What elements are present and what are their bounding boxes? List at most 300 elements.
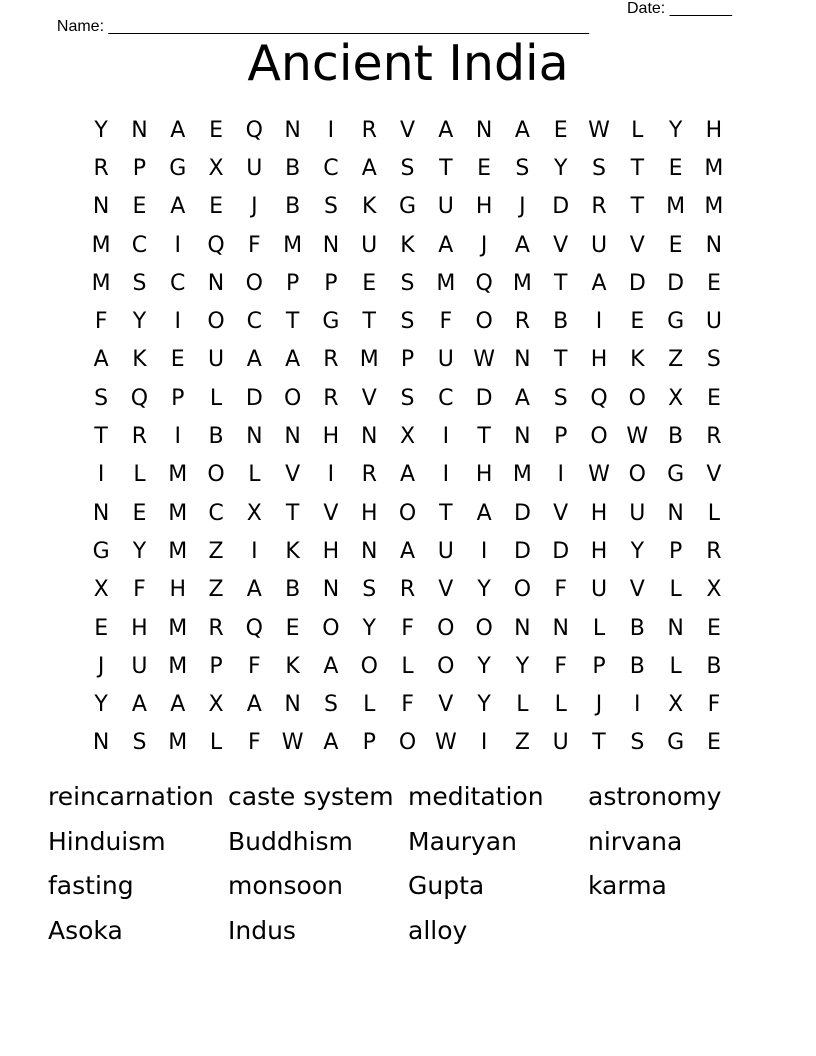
grid-letter[interactable]: U — [437, 538, 454, 564]
grid-letter[interactable]: L — [401, 653, 414, 679]
grid-letter[interactable]: A — [285, 347, 301, 373]
grid-letter[interactable]: N — [360, 538, 378, 564]
grid-letter[interactable]: A — [514, 117, 530, 143]
grid-letter[interactable]: C — [246, 309, 263, 335]
date-field-label[interactable]: Date: _______ — [627, 0, 732, 17]
grid-letter[interactable]: K — [132, 347, 147, 373]
grid-letter[interactable]: N — [207, 270, 225, 296]
grid-letter[interactable]: P — [171, 385, 185, 411]
grid-letter[interactable]: O — [322, 615, 340, 641]
grid-letter[interactable]: D — [513, 500, 531, 526]
grid-letter[interactable]: N — [92, 500, 110, 526]
grid-letter[interactable]: X — [706, 577, 722, 603]
grid-letter[interactable]: Y — [477, 692, 491, 718]
word-bank-item: fasting — [48, 871, 134, 901]
grid-letter[interactable]: Q — [475, 270, 493, 296]
grid-letter[interactable]: A — [438, 117, 454, 143]
grid-letter[interactable]: O — [437, 653, 455, 679]
grid-letter[interactable]: C — [170, 270, 186, 296]
grid-letter[interactable]: J — [251, 194, 258, 220]
grid-letter[interactable]: M — [168, 730, 188, 756]
grid-letter[interactable]: L — [554, 692, 567, 718]
grid-letter[interactable]: Y — [362, 615, 376, 641]
grid-letter[interactable]: D — [667, 270, 685, 296]
grid-letter[interactable]: C — [208, 500, 224, 526]
grid-letter[interactable]: Y — [553, 155, 568, 181]
grid-letter[interactable]: S — [323, 194, 338, 220]
grid-letter[interactable]: S — [362, 577, 377, 603]
grid-letter[interactable]: A — [514, 385, 530, 411]
grid-letter[interactable]: O — [283, 385, 302, 411]
grid-letter[interactable]: X — [93, 577, 109, 603]
grid-letter[interactable]: R — [591, 194, 607, 220]
grid-letter[interactable]: I — [174, 309, 181, 335]
grid-letter[interactable]: D — [552, 194, 570, 220]
grid-letter[interactable]: O — [475, 309, 493, 335]
grid-letter[interactable]: I — [174, 232, 181, 258]
grid-letter[interactable]: U — [131, 653, 148, 679]
grid-letter[interactable]: A — [361, 155, 377, 181]
grid-letter[interactable]: Y — [94, 692, 108, 718]
grid-letter[interactable]: T — [592, 730, 606, 756]
grid-letter[interactable]: Z — [514, 730, 530, 756]
grid-letter[interactable]: I — [97, 462, 105, 488]
grid-letter[interactable]: H — [169, 577, 187, 603]
grid-letter[interactable]: P — [554, 424, 568, 450]
grid-letter[interactable]: K — [630, 347, 645, 373]
grid-letter[interactable]: B — [208, 424, 224, 450]
grid-letter[interactable]: A — [246, 577, 262, 603]
grid-letter[interactable]: V — [553, 232, 569, 258]
grid-letter[interactable]: G — [398, 194, 417, 220]
grid-letter[interactable]: T — [285, 500, 300, 526]
grid-letter[interactable]: A — [514, 232, 530, 258]
grid-letter[interactable]: D — [552, 538, 570, 564]
grid-letter[interactable]: S — [94, 385, 109, 411]
grid-letter[interactable]: J — [595, 692, 603, 718]
page-title: Ancient India — [247, 35, 569, 92]
word-bank — [48, 777, 768, 956]
grid-letter[interactable]: L — [669, 653, 682, 679]
grid-letter[interactable]: O — [513, 577, 532, 603]
grid-letter[interactable]: L — [669, 577, 682, 603]
grid-letter[interactable]: B — [668, 424, 684, 450]
grid-letter[interactable]: V — [629, 232, 645, 258]
grid-letter[interactable]: M — [436, 270, 456, 296]
grid-letter[interactable]: T — [553, 270, 568, 296]
grid-letter[interactable]: E — [285, 615, 300, 641]
grid-letter[interactable]: R — [706, 538, 722, 564]
grid-letter[interactable]: K — [285, 653, 300, 679]
grid-letter[interactable]: Q — [130, 385, 149, 411]
grid-letter[interactable]: S — [592, 155, 606, 181]
grid-letter[interactable]: E — [477, 155, 492, 181]
name-field-label[interactable]: Name: ______________________________________________________ — [56, 18, 589, 35]
grid-letter[interactable]: E — [630, 309, 645, 335]
grid-letter[interactable]: T — [439, 500, 453, 526]
grid-letter[interactable]: A — [93, 347, 109, 373]
grid-letter[interactable]: E — [668, 232, 683, 258]
grid-letter[interactable]: N — [246, 424, 263, 450]
word-bank-item: alloy — [408, 916, 468, 946]
grid-letter[interactable]: S — [132, 730, 147, 756]
grid-letter[interactable]: I — [327, 462, 335, 488]
grid-letter[interactable]: E — [132, 194, 147, 220]
grid-letter[interactable]: D — [513, 538, 531, 564]
grid-letter[interactable]: U — [590, 577, 608, 603]
grid-letter[interactable]: A — [476, 500, 492, 526]
grid-letter[interactable]: B — [285, 194, 301, 220]
grid-letter[interactable]: H — [590, 500, 608, 526]
grid-letter[interactable]: K — [285, 538, 300, 564]
grid-letter[interactable]: E — [209, 117, 223, 143]
grid-letter[interactable]: L — [707, 500, 721, 526]
grid-letter[interactable]: P — [324, 270, 338, 296]
grid-letter[interactable]: C — [131, 232, 148, 258]
grid-letter[interactable]: Z — [208, 538, 224, 564]
grid-letter[interactable]: L — [516, 692, 529, 718]
grid-letter[interactable]: G — [92, 538, 110, 564]
grid-letter[interactable]: U — [207, 347, 225, 373]
grid-letter[interactable]: S — [400, 309, 415, 335]
grid-letter[interactable]: H — [705, 117, 723, 143]
grid-letter[interactable]: V — [553, 500, 569, 526]
grid-letter[interactable]: R — [131, 424, 148, 450]
grid-letter[interactable]: E — [706, 270, 721, 296]
grid-letter[interactable]: E — [132, 500, 147, 526]
grid-letter[interactable]: K — [362, 194, 377, 220]
grid-letter[interactable]: O — [590, 424, 608, 450]
grid-letter[interactable]: H — [475, 194, 493, 220]
grid-letter[interactable]: S — [630, 730, 645, 756]
grid-letter[interactable]: N — [322, 232, 340, 258]
letter-grid[interactable] — [82, 111, 733, 762]
grid-letter[interactable]: N — [92, 730, 110, 756]
grid-letter[interactable]: I — [442, 462, 450, 488]
grid-letter[interactable]: N — [552, 615, 569, 641]
grid-letter[interactable]: U — [590, 232, 608, 258]
grid-letter[interactable]: A — [591, 270, 607, 296]
grid-letter[interactable]: Y — [668, 117, 683, 143]
grid-letter[interactable]: Y — [94, 117, 108, 143]
grid-letter[interactable]: M — [168, 653, 188, 679]
grid-letter[interactable]: E — [94, 615, 109, 641]
grid-letter[interactable]: G — [169, 155, 187, 181]
grid-letter[interactable]: Q — [207, 232, 225, 258]
grid-letter[interactable]: R — [361, 462, 377, 488]
grid-letter[interactable]: K — [400, 232, 415, 258]
grid-letter[interactable]: R — [399, 577, 416, 603]
grid-letter[interactable]: U — [437, 194, 454, 220]
grid-letter[interactable]: X — [668, 692, 684, 718]
grid-letter[interactable]: S — [515, 155, 530, 181]
grid-letter[interactable]: N — [667, 500, 684, 526]
grid-letter[interactable]: S — [706, 347, 721, 373]
grid-letter[interactable]: U — [629, 500, 646, 526]
grid-letter[interactable]: M — [168, 500, 188, 526]
grid-letter[interactable]: Z — [208, 577, 224, 603]
grid-letter[interactable]: O — [360, 653, 378, 679]
grid-letter[interactable]: P — [132, 155, 147, 181]
grid-letter[interactable]: A — [399, 538, 416, 564]
grid-letter[interactable]: I — [251, 538, 258, 564]
grid-letter[interactable]: W — [588, 462, 610, 488]
grid-letter[interactable]: N — [92, 194, 110, 220]
grid-letter[interactable]: X — [208, 155, 224, 181]
grid-letter[interactable]: I — [480, 538, 488, 564]
grid-letter[interactable]: X — [246, 500, 262, 526]
grid-letter[interactable]: L — [248, 462, 261, 488]
grid-letter[interactable]: A — [323, 653, 339, 679]
grid-letter[interactable]: P — [209, 653, 223, 679]
grid-letter[interactable]: N — [475, 117, 493, 143]
grid-letter[interactable]: I — [634, 692, 641, 718]
grid-letter[interactable]: N — [514, 347, 531, 373]
grid-letter[interactable]: E — [706, 730, 721, 756]
grid-letter[interactable]: A — [170, 194, 186, 220]
grid-letter[interactable]: T — [630, 194, 645, 220]
grid-letter[interactable]: C — [438, 385, 454, 411]
grid-letter[interactable]: F — [401, 692, 414, 718]
grid-letter[interactable]: M — [359, 347, 379, 373]
grid-letter[interactable]: U — [705, 309, 722, 335]
grid-letter[interactable]: G — [667, 309, 685, 335]
grid-letter[interactable]: S — [323, 692, 338, 718]
grid-letter[interactable]: D — [475, 385, 493, 411]
grid-letter[interactable]: P — [400, 347, 415, 373]
grid-letter[interactable]: Q — [245, 117, 263, 143]
grid-letter[interactable]: U — [361, 232, 378, 258]
grid-letter[interactable]: O — [475, 615, 493, 641]
grid-letter[interactable]: L — [363, 692, 376, 718]
grid-letter[interactable]: R — [93, 155, 109, 181]
grid-letter[interactable]: N — [322, 577, 340, 603]
grid-letter[interactable]: D — [245, 385, 263, 411]
grid-letter[interactable]: R — [323, 385, 339, 411]
grid-letter[interactable]: F — [248, 730, 261, 756]
grid-letter[interactable]: V — [285, 462, 301, 488]
grid-letter[interactable]: E — [553, 117, 568, 143]
grid-letter[interactable]: E — [362, 270, 377, 296]
grid-letter[interactable]: G — [667, 730, 685, 756]
grid-letter[interactable]: T — [477, 424, 491, 450]
grid-letter[interactable]: O — [207, 462, 225, 488]
grid-letter[interactable]: U — [246, 155, 263, 181]
grid-letter[interactable]: G — [322, 309, 340, 335]
grid-letter[interactable]: F — [401, 615, 414, 641]
grid-letter[interactable]: O — [437, 615, 455, 641]
grid-letter[interactable]: I — [557, 462, 564, 488]
word-bank-item: reincarnation — [48, 782, 214, 811]
grid-letter[interactable]: H — [590, 347, 608, 373]
grid-letter[interactable]: A — [170, 117, 186, 143]
grid-letter[interactable]: Y — [630, 538, 645, 564]
grid-letter[interactable]: B — [629, 615, 645, 641]
grid-letter[interactable]: E — [706, 615, 721, 641]
grid-letter[interactable]: A — [323, 730, 339, 756]
grid-letter[interactable]: U — [552, 730, 569, 756]
grid-letter[interactable]: R — [361, 117, 377, 143]
grid-letter[interactable]: G — [667, 462, 685, 488]
grid-letter[interactable]: F — [554, 653, 568, 679]
word-bank-item: caste system — [228, 782, 394, 811]
grid-letter[interactable]: B — [285, 577, 301, 603]
grid-letter[interactable]: T — [439, 155, 453, 181]
grid-letter[interactable]: M — [704, 155, 724, 181]
grid-letter[interactable]: V — [361, 385, 377, 411]
grid-letter[interactable]: S — [400, 270, 415, 296]
grid-letter[interactable]: P — [668, 538, 683, 564]
grid-letter[interactable]: T — [285, 309, 300, 335]
grid-letter[interactable]: N — [131, 117, 148, 143]
grid-letter[interactable]: N — [284, 424, 301, 450]
grid-letter[interactable]: Y — [132, 309, 147, 335]
grid-letter[interactable]: J — [519, 194, 526, 220]
grid-letter[interactable]: B — [706, 653, 722, 679]
grid-letter[interactable]: S — [400, 385, 415, 411]
grid-letter[interactable]: T — [94, 424, 108, 450]
grid-letter[interactable]: O — [628, 385, 646, 411]
grid-letter[interactable]: I — [174, 424, 181, 450]
grid-letter[interactable]: N — [514, 615, 531, 641]
grid-letter[interactable]: A — [438, 232, 454, 258]
grid-letter[interactable]: M — [704, 194, 724, 220]
grid-letter[interactable]: X — [668, 385, 684, 411]
grid-letter[interactable]: L — [592, 615, 606, 641]
grid-letter[interactable]: P — [362, 730, 376, 756]
grid-letter[interactable]: A — [246, 347, 262, 373]
grid-letter[interactable]: V — [438, 692, 454, 718]
grid-letter[interactable]: H — [590, 538, 608, 564]
grid-letter[interactable]: R — [706, 424, 722, 450]
grid-letter[interactable]: W — [281, 730, 304, 756]
grid-letter[interactable]: W — [588, 117, 610, 143]
grid-letter[interactable]: N — [284, 117, 301, 143]
grid-letter[interactable]: F — [707, 692, 721, 718]
grid-letter[interactable]: I — [327, 117, 335, 143]
grid-letter[interactable]: H — [322, 424, 340, 450]
grid-letter[interactable]: Q — [590, 385, 608, 411]
grid-letter[interactable]: H — [475, 462, 493, 488]
grid-letter[interactable]: L — [133, 462, 146, 488]
grid-letter[interactable]: I — [442, 424, 450, 450]
grid-letter[interactable]: A — [170, 692, 186, 718]
grid-letter[interactable]: N — [667, 615, 684, 641]
grid-letter[interactable]: P — [592, 653, 606, 679]
grid-letter[interactable]: M — [91, 270, 111, 296]
grid-letter[interactable]: L — [631, 117, 644, 143]
grid-letter[interactable]: M — [666, 194, 686, 220]
grid-letter[interactable]: E — [170, 347, 185, 373]
grid-letter[interactable]: F — [439, 309, 453, 335]
grid-letter[interactable]: H — [131, 615, 148, 641]
grid-letter[interactable]: B — [553, 309, 569, 335]
grid-letter[interactable]: O — [245, 270, 263, 296]
grid-letter[interactable]: T — [362, 309, 376, 335]
grid-letter[interactable]: A — [131, 692, 147, 718]
grid-letter[interactable]: O — [628, 462, 646, 488]
grid-letter[interactable]: V — [323, 500, 339, 526]
grid-letter[interactable]: D — [628, 270, 646, 296]
grid-letter[interactable]: M — [512, 270, 532, 296]
grid-letter[interactable]: N — [360, 424, 378, 450]
grid-letter[interactable]: B — [285, 155, 301, 181]
grid-letter[interactable]: J — [480, 232, 488, 258]
grid-letter[interactable]: H — [322, 538, 340, 564]
grid-letter[interactable]: W — [626, 424, 649, 450]
grid-letter[interactable]: F — [94, 309, 108, 335]
grid-letter[interactable]: V — [629, 577, 645, 603]
grid-letter[interactable]: F — [554, 577, 568, 603]
grid-letter[interactable]: H — [360, 500, 378, 526]
grid-letter[interactable]: F — [248, 232, 261, 258]
grid-letter[interactable]: W — [434, 730, 457, 756]
grid-letter[interactable]: S — [132, 270, 147, 296]
grid-letter[interactable]: N — [705, 232, 723, 258]
grid-letter[interactable]: O — [207, 309, 225, 335]
grid-letter[interactable]: X — [208, 692, 224, 718]
grid-letter[interactable]: I — [595, 309, 603, 335]
grid-letter[interactable]: Z — [668, 347, 684, 373]
grid-letter[interactable]: V — [706, 462, 722, 488]
grid-letter[interactable]: V — [399, 117, 416, 143]
grid-letter[interactable]: E — [668, 155, 683, 181]
grid-letter[interactable]: Y — [477, 577, 491, 603]
grid-letter[interactable]: R — [208, 615, 224, 641]
grid-letter[interactable]: Q — [245, 615, 263, 641]
grid-letter[interactable]: F — [248, 653, 261, 679]
grid-letter[interactable]: U — [437, 347, 454, 373]
grid-letter[interactable]: L — [209, 385, 223, 411]
grid-letter[interactable]: X — [399, 424, 416, 450]
word-bank-item: Mauryan — [408, 826, 517, 856]
grid-letter[interactable]: R — [514, 309, 531, 335]
grid-letter[interactable]: B — [629, 653, 645, 679]
grid-letter[interactable]: M — [168, 615, 188, 641]
grid-letter[interactable]: E — [706, 385, 721, 411]
grid-letter[interactable]: M — [91, 232, 111, 258]
grid-letter[interactable]: I — [480, 730, 488, 756]
grid-letter[interactable]: R — [323, 347, 339, 373]
grid-letter[interactable]: E — [209, 194, 223, 220]
grid-letter[interactable]: O — [398, 730, 417, 756]
grid-letter[interactable]: M — [168, 462, 188, 488]
grid-letter[interactable]: Y — [515, 653, 530, 679]
grid-letter[interactable]: Y — [477, 653, 491, 679]
grid-letter[interactable]: S — [400, 155, 415, 181]
grid-letter[interactable]: C — [323, 155, 339, 181]
grid-letter[interactable]: Y — [132, 538, 147, 564]
grid-letter[interactable]: T — [553, 347, 568, 373]
grid-letter[interactable]: W — [473, 347, 495, 373]
word-bank-item: Hinduism — [48, 826, 166, 856]
grid-letter[interactable]: O — [398, 500, 417, 526]
grid-letter[interactable]: J — [97, 653, 105, 679]
grid-letter[interactable]: N — [284, 692, 301, 718]
grid-letter[interactable]: A — [246, 692, 262, 718]
grid-letter[interactable]: V — [438, 577, 454, 603]
grid-letter[interactable]: P — [285, 270, 300, 296]
grid-letter[interactable]: A — [399, 462, 416, 488]
grid-letter[interactable]: L — [209, 730, 223, 756]
grid-letter[interactable]: M — [168, 538, 188, 564]
grid-letter[interactable]: N — [514, 424, 531, 450]
grid-letter[interactable]: M — [512, 462, 532, 488]
grid-letter[interactable]: T — [630, 155, 645, 181]
grid-letter[interactable]: M — [283, 232, 303, 258]
grid-letter[interactable]: S — [553, 385, 568, 411]
grid-letter[interactable]: F — [133, 577, 146, 603]
